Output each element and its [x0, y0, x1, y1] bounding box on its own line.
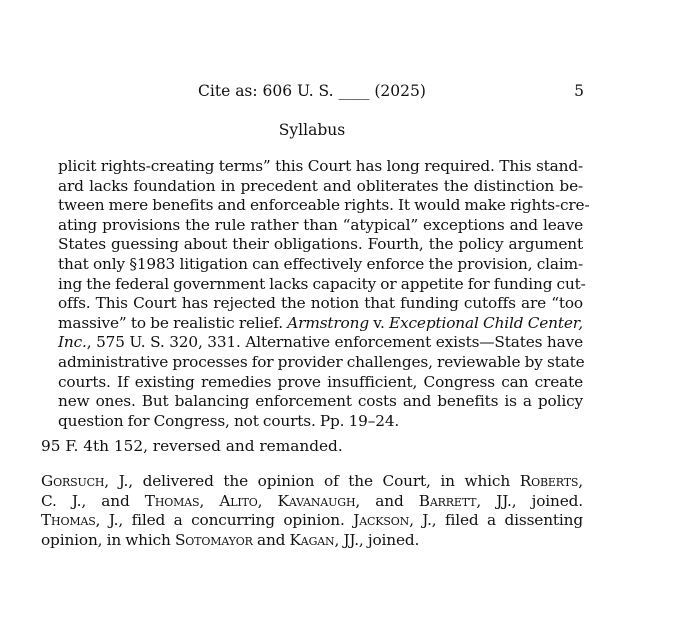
justice-name: Kagan — [289, 530, 335, 549]
text-run: and — [252, 530, 290, 549]
case-name-armstrong: Armstrong — [287, 313, 369, 332]
text-run: , — [257, 491, 278, 510]
page-header — [0, 82, 680, 102]
justice-name: Jackson — [353, 511, 410, 530]
text-run: , — [578, 472, 583, 490]
text-run: v. — [368, 313, 390, 332]
text-run: , J., filed a concurring opinion. — [95, 511, 354, 530]
running-head: Syllabus — [278, 121, 346, 139]
text-line: States guessing about their obligations. Fourth, the policy argument — [58, 235, 583, 254]
justice-name: Sotomayor — [174, 530, 253, 549]
justice-name: Barrett — [418, 491, 477, 510]
text-line — [41, 511, 583, 531]
case-name-exceptional-child-center: Exceptional Child Center, — [389, 313, 583, 332]
text-run: , 575 U. S. 320, 331. Alternative enforcement exists—States have — [86, 333, 583, 352]
text-line: question for Congress, not courts. Pp. 19–24. — [58, 411, 400, 430]
text-line — [58, 314, 583, 334]
text-line — [41, 531, 583, 551]
text-line — [41, 472, 583, 492]
text-run: C. J., and — [41, 491, 145, 510]
text-line: ing the federal government lacks capacity or appetite for funding cut- — [58, 274, 586, 293]
text-line: plicit rights-creating terms” this Court has long required. This stand- — [58, 157, 583, 175]
justice-name: Roberts — [519, 472, 579, 490]
justice-name: Kavanaugh — [277, 491, 356, 510]
text-line: tween mere benefits and enforceable rights. It would make rights-cre- — [58, 196, 590, 215]
text-run: , J., delivered the opinion of the Court, in which — [104, 472, 520, 490]
text-line: ating provisions the rule rather than “atypical” exceptions and leave — [58, 215, 583, 234]
text-run: , JJ., joined. — [476, 491, 583, 510]
justice-name: Thomas — [41, 511, 96, 530]
text-run: , J., filed a dissenting — [409, 511, 583, 530]
text-run: , and — [355, 491, 419, 510]
text-run: , — [199, 491, 220, 510]
opinion-paragraph — [41, 472, 583, 550]
text-line: new ones. But balancing enforcement costs and benefits is a policy — [58, 392, 583, 411]
text-run: massive” to be realistic relief. — [58, 313, 288, 332]
text-line: ard lacks foundation in precedent and obliterates the distinction be- — [58, 176, 583, 195]
syllabus-paragraph — [58, 157, 590, 431]
case-name-inc: Inc. — [58, 333, 87, 352]
justice-name: Thomas — [144, 491, 200, 510]
text-line — [58, 333, 583, 353]
judgment-line: 95 F. 4th 152, reversed and remanded. — [41, 437, 343, 455]
text-run: , JJ., joined. — [334, 530, 420, 549]
text-line: courts. If existing remedies prove insufficient, Congress can create — [58, 372, 583, 391]
text-line: administrative processes for provider challenges, reviewable by state — [58, 352, 585, 371]
text-line: that only §1983 litigation can effectively enforce the provision, claim- — [58, 254, 583, 273]
text-line: offs. This Court has rejected the notion that funding cutoffs are “too — [58, 294, 583, 313]
page-number: 5 — [574, 82, 584, 100]
text-run: opinion, in which — [41, 530, 175, 549]
justice-name: Gorsuch — [41, 472, 105, 490]
citation-line: Cite as: 606 U. S. ____ (2025) — [198, 82, 426, 100]
text-line — [41, 492, 583, 512]
justice-name: Alito — [219, 491, 258, 510]
